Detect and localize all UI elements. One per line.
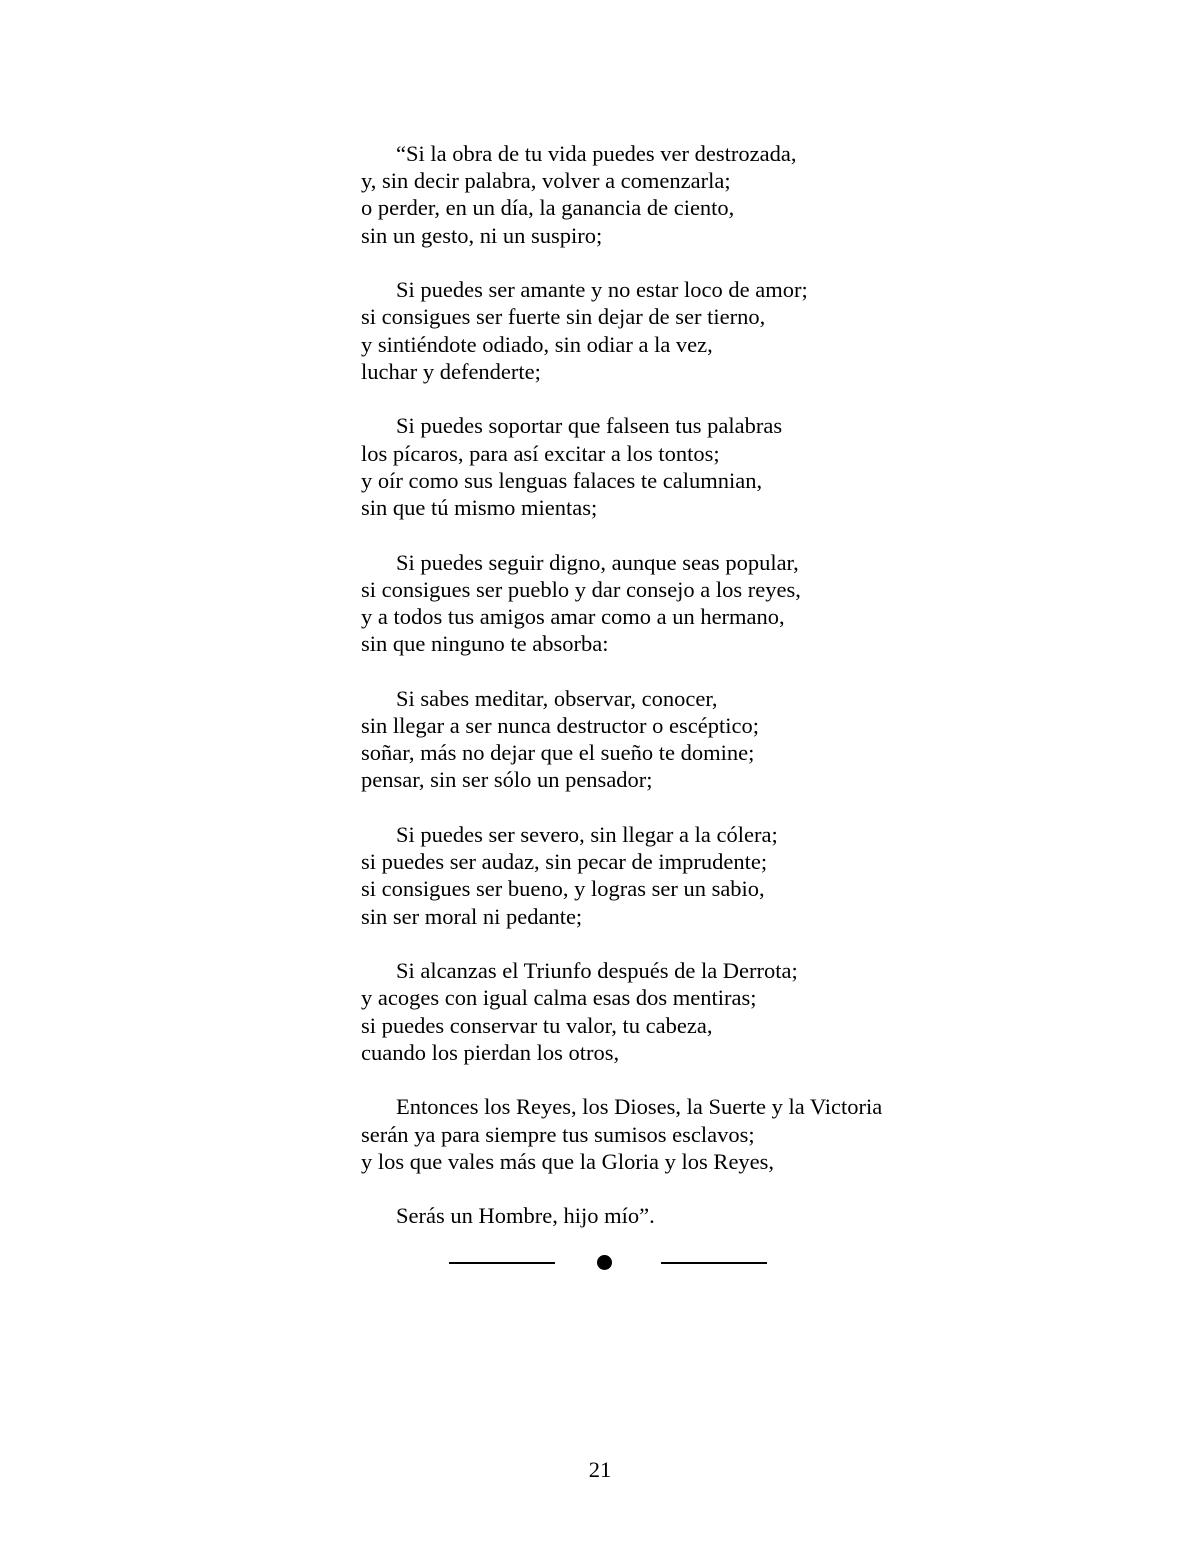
poem-line: Serás un Hombre, hijo mío”. [396, 1203, 655, 1229]
poem [361, 140, 981, 1257]
poem-line: y, sin decir palabra, volver a comenzarla; [361, 168, 731, 194]
poem-line: soñar, más no dejar que el sueño te domine; [361, 740, 755, 766]
poem-line: si consigues ser bueno, y logras ser un sabio, [361, 876, 765, 902]
section-divider [449, 1252, 769, 1272]
poem-line: sin que ninguno te absorba: [361, 631, 609, 657]
stanza-2 [361, 276, 981, 385]
bullet-icon [597, 1255, 612, 1270]
poem-line: Si puedes ser severo, sin llegar a la cólera; [396, 822, 778, 848]
stanza-7 [361, 957, 981, 1066]
stanza-8 [361, 1093, 981, 1175]
poem-line: si puedes ser audaz, sin pecar de imprudente; [361, 849, 768, 875]
poem-line: luchar y defenderte; [361, 358, 541, 384]
stanza-3 [361, 412, 981, 521]
poem-line: Si sabes meditar, observar, conocer, [396, 685, 718, 711]
poem-line: si consigues ser fuerte sin dejar de ser tierno, [361, 304, 766, 330]
poem-line: si puedes conservar tu valor, tu cabeza, [361, 1012, 713, 1038]
poem-line: sin llegar a ser nunca destructor o escéptico; [361, 713, 759, 739]
poem-line: cuando los pierdan los otros, [361, 1039, 620, 1065]
poem-line: Si puedes soportar que falseen tus palabras [396, 413, 783, 439]
poem-line: Si alcanzas el Triunfo después de la Derrota; [396, 958, 798, 984]
poem-line: si consigues ser pueblo y dar consejo a los reyes, [361, 576, 801, 602]
poem-line: sin ser moral ni pedante; [361, 903, 583, 929]
poem-line: y acoges con igual calma esas dos mentiras; [361, 985, 757, 1011]
poem-line: los pícaros, para así excitar a los tontos; [361, 440, 720, 466]
poem-line: sin un gesto, ni un suspiro; [361, 222, 603, 248]
stanza-5 [361, 685, 981, 794]
poem-line: y oír como sus lenguas falaces te calumnian, [361, 467, 763, 493]
stanza-1 [361, 140, 981, 249]
stanza-6 [361, 821, 981, 930]
divider-rule-right [661, 1262, 767, 1264]
poem-line: “Si la obra de tu vida puedes ver destrozada, [396, 141, 797, 166]
stanza-4 [361, 549, 981, 658]
poem-line: Entonces los Reyes, los Dioses, la Suerte y la Victoria [396, 1094, 883, 1120]
poem-line: pensar, sin ser sólo un pensador; [361, 767, 653, 793]
poem-line: sin que tú mismo mientas; [361, 495, 598, 521]
divider-rule-left [449, 1262, 555, 1264]
poem-line: y a todos tus amigos amar como a un hermano, [361, 604, 785, 630]
poem-line: y los que vales más que la Gloria y los Reyes, [361, 1148, 775, 1174]
stanza-9 [361, 1202, 981, 1229]
poem-line: serán ya para siempre tus sumisos esclavos; [361, 1121, 755, 1147]
poem-line: Si puedes seguir digno, aunque seas popular, [396, 549, 799, 575]
poem-line: Si puedes ser amante y no estar loco de amor; [396, 277, 808, 303]
page-number: 21 [588, 1457, 612, 1482]
poem-line: y sintiéndote odiado, sin odiar a la vez, [361, 331, 713, 357]
poem-line: o perder, en un día, la ganancia de ciento, [361, 195, 735, 221]
